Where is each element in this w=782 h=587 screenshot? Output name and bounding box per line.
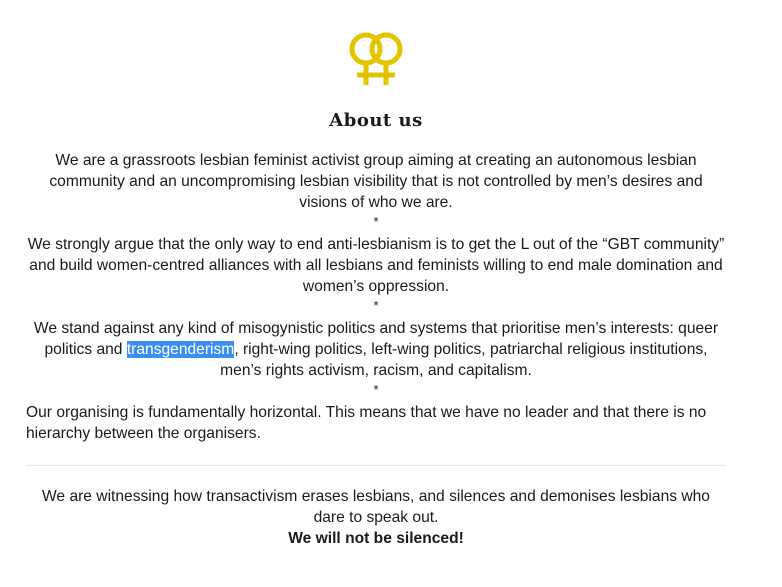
page-title: About us xyxy=(329,110,423,131)
organising-paragraph: Our organising is fundamentally horizontal. This means that we have no leader and that there is no hierarchy between the organisers. xyxy=(26,404,707,442)
separator-asterisk: * xyxy=(373,214,379,229)
anti-lesbianism-paragraph: We strongly argue that the only way to end anti-lesbianism is to get the L out of the “GBT community” and build women-centred alliances with all lesbians and feminists willing to end male domination and women’s oppression. xyxy=(27,236,725,295)
separator-asterisk: * xyxy=(373,382,379,397)
politics-paragraph xyxy=(26,318,726,381)
politics-text-end: , right-wing politics, left-wing politics, patriarchal religious institutions, men’s rights activism, racism, and capitalism. xyxy=(220,341,708,379)
politics-text-start: We stand against any kind of misogynistic politics and systems that prioritise men’s interests: queer politics and xyxy=(33,320,719,358)
section-divider xyxy=(26,465,726,466)
intro-paragraph: We are a grassroots lesbian feminist activist group aiming at creating an autonomous lesbian community and an uncompromising lesbian visibility that is not controlled by men’s desires and visions of who we are. xyxy=(49,152,703,211)
double-venus-icon xyxy=(347,30,405,88)
selected-text-highlight[interactable]: transgenderism xyxy=(126,341,235,358)
closing-slogan: We will not be silenced! xyxy=(288,530,464,547)
closing-paragraph: We are witnessing how transactivism erases lesbians, and silences and demonises lesbians who dare to speak out. xyxy=(42,488,710,526)
separator-asterisk: * xyxy=(373,298,379,313)
